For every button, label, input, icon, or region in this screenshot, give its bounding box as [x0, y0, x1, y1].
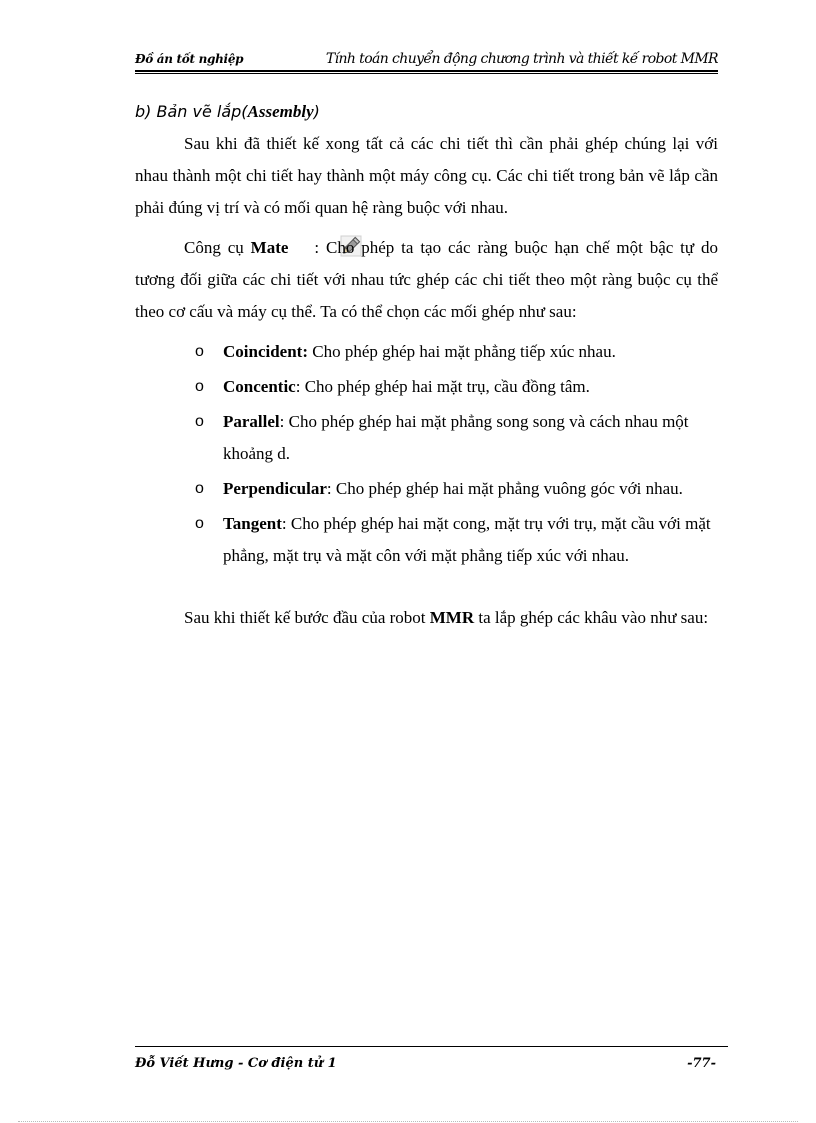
header-rule-thin [135, 73, 718, 74]
paragraph-mate-before: Công cụ [184, 238, 251, 257]
list-item-text: : Cho phép ghép hai mặt cong, mặt trụ với trụ, mặt cầu với mặt phẳng, mặt trụ và mặt côn với mặt phẳng tiếp xúc với nhau. [223, 514, 711, 565]
bullet-marker: o [195, 480, 204, 497]
paragraph-robot-before: Sau khi thiết kế bước đầu của robot [184, 608, 430, 627]
page-body [135, 96, 718, 634]
list-item-text: : Cho phép ghép hai mặt trụ, cầu đồng tâm. [295, 377, 590, 396]
list-item-term: Tangent [223, 514, 282, 533]
page-number: -77- [687, 1056, 716, 1071]
section-heading-bold: Assembly [247, 102, 314, 121]
page-bottom-dotted-border [18, 1121, 798, 1122]
list-item-term: Concentic [223, 377, 296, 396]
header-left-text: Đồ án tốt nghiệp [135, 52, 244, 66]
page-header [135, 48, 718, 74]
list-item-text: : Cho phép ghép hai mặt phẳng vuông góc với nhau. [326, 479, 683, 498]
paragraph-robot-bold: MMR [429, 608, 475, 627]
section-heading-paren-open: ( [241, 102, 248, 121]
list-item [195, 371, 718, 403]
paragraph-robot-after: ta lắp ghép các khâu vào như sau: [474, 608, 709, 627]
footer-rule [135, 1046, 728, 1047]
section-heading-prefix: b) Bản vẽ lắp [135, 102, 242, 121]
list-item [195, 336, 718, 368]
paragraph-mate-after: : Cho phép ta tạo các ràng buộc hạn chế một bậc tự do tương đối giữa các chi tiết với nhau tức ghép các chi tiết theo một ràng buộc cụ thể theo cơ cấu và máy cụ thể. Ta có thể chọn các mối ghép như sau: [135, 238, 718, 321]
bullet-marker: o [195, 378, 204, 395]
page-footer [135, 1046, 728, 1076]
section-heading [135, 96, 718, 128]
list-item-term: Parallel [223, 412, 280, 431]
pencil-icon [291, 235, 313, 257]
mate-options-list [135, 336, 718, 572]
paragraph-mate-tool [135, 232, 718, 328]
paragraph-assembly-robot [135, 602, 718, 634]
header-rule-thick [135, 70, 718, 72]
footer-author: Đỗ Viết Hưng - Cơ điện tử 1 [135, 1056, 337, 1071]
section-heading-paren-close: ) [313, 102, 320, 121]
paragraph-mate-bold: Mate [250, 238, 289, 257]
list-item [195, 473, 718, 505]
list-item-text: Cho phép ghép hai mặt phẳng tiếp xúc nhau. [308, 342, 616, 361]
list-item-term: Coincident: [223, 342, 308, 361]
bullet-marker: o [195, 343, 204, 360]
header-right-text: Tính toán chuyển động chương trình và thiết kế robot MMR [325, 51, 718, 67]
bullet-marker: o [195, 413, 204, 430]
bullet-marker: o [195, 515, 204, 532]
list-item [195, 508, 718, 572]
list-item-text: : Cho phép ghép hai mặt phẳng song song và cách nhau một khoảng d. [223, 412, 689, 463]
list-item-term: Perpendicular [223, 479, 327, 498]
paragraph-intro: Sau khi đã thiết kế xong tất cả các chi tiết thì cần phải ghép chúng lại với nhau thành một chi tiết hay thành một máy công cụ. Các chi tiết trong bản vẽ lắp cần phải đúng vị trí và có mối quan hệ ràng buộc với nhau. [135, 134, 718, 217]
list-item [195, 406, 718, 470]
